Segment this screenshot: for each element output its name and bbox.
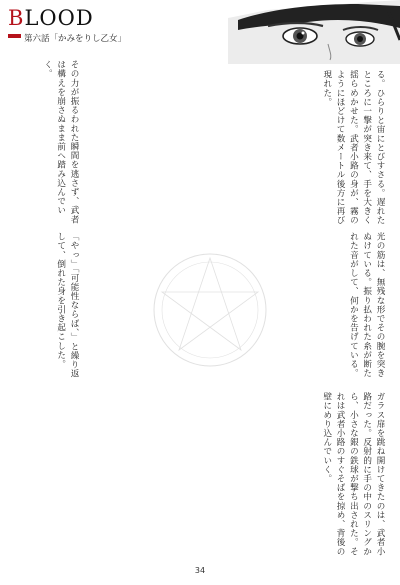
paragraph: る。ひらりと宙にとびすさる。遅れたところに一撃が突き来て、手を大きく揺らめかせた。武者小路の身が、霧のようにほどけて数メートル後方に再び現れた。 [321, 70, 385, 225]
chapter-subtitle: 第六話「かみをりし乙女」 [24, 34, 127, 44]
book-title-initial: B [8, 6, 25, 30]
paragraph: 「やっ」「可能性ならば、」と繰り返して、倒れた身を引き起こした。 [55, 232, 79, 379]
title-accent-bar [8, 34, 21, 38]
paragraph: 光の筋は、無残な形でその腕を突きぬけている。振り払われた糸が断たれた音がして、何かを告げている。 [348, 232, 385, 378]
body-text-column-right-top [86, 70, 386, 225]
book-title [8, 6, 94, 30]
chapter-header [8, 6, 188, 66]
body-text-column-left-top [14, 60, 80, 230]
book-title-rest: LOOD [24, 6, 94, 30]
body-text-column-bottom [14, 392, 386, 562]
body-text-column-left-mid [14, 232, 80, 382]
page-number: 34 [194, 566, 206, 575]
character-face-illustration-icon [228, 0, 400, 64]
paragraph: その力が振るわれた瞬間を逃さず、武者は構えを崩さぬまま前へ踏み込んでいく。 [42, 60, 79, 224]
body-text-column-right-mid [86, 232, 386, 382]
paragraph: ガラス扉を跳ね開けてきたのは、武者小路だった。反射的に手の中のスリングから、小さな銀の鉄球が撃ち出された。それは武者小路のすぐそばを掠め、背後の壁にめり込んでいく。 [321, 392, 385, 556]
